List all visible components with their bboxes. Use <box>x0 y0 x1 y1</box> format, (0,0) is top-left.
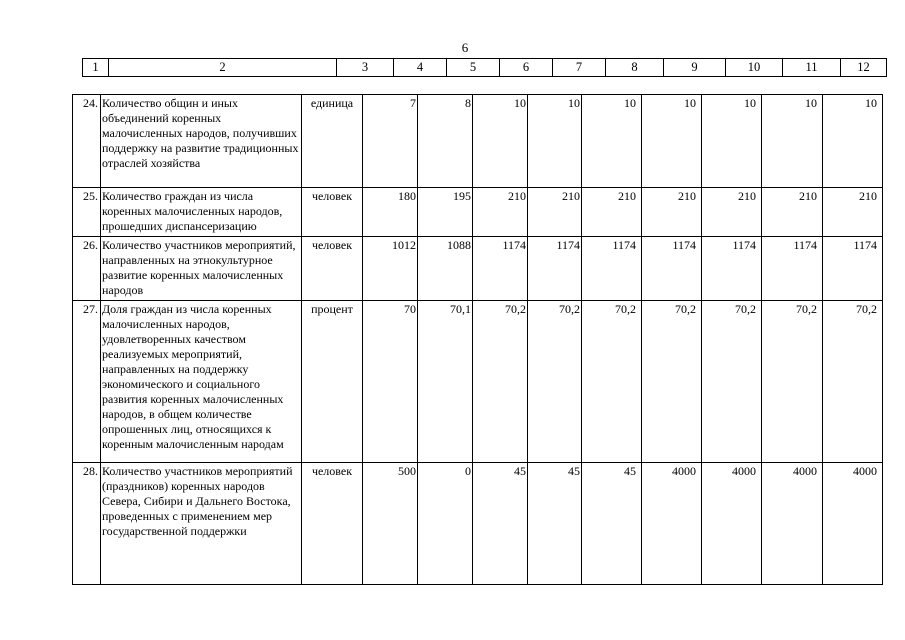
value-cell: 70,2 <box>642 301 702 463</box>
value-cell: 10 <box>528 95 582 188</box>
unit-cell: единица <box>302 95 363 188</box>
value-cell: 1174 <box>823 237 883 301</box>
header-cell: 5 <box>447 59 500 77</box>
value-cell: 8 <box>418 95 473 188</box>
table-row <box>73 188 883 237</box>
header-cell: 3 <box>337 59 394 77</box>
header-cell: 10 <box>726 59 783 77</box>
row-index: 26. <box>73 237 101 301</box>
value-cell: 10 <box>823 95 883 188</box>
value-cell: 1174 <box>702 237 762 301</box>
value-cell: 1174 <box>642 237 702 301</box>
value-cell: 210 <box>762 188 823 237</box>
header-cell: 1 <box>83 59 109 77</box>
value-cell: 45 <box>528 463 582 585</box>
header-cell: 12 <box>841 59 887 77</box>
row-index: 24. <box>73 95 101 188</box>
value-cell: 10 <box>582 95 642 188</box>
value-cell: 500 <box>363 463 418 585</box>
indicator-name: Количество общин и иных объединений коренных малочисленных народов, получивших поддержку на развитие традиционных отраслей хозяйства <box>101 95 302 188</box>
indicators-table <box>72 94 883 585</box>
page-number: 6 <box>461 40 469 55</box>
value-cell: 70,2 <box>473 301 528 463</box>
value-cell: 70 <box>363 301 418 463</box>
value-cell: 210 <box>473 188 528 237</box>
unit-cell: человек <box>302 463 363 585</box>
value-cell: 1174 <box>762 237 823 301</box>
header-cell: 11 <box>783 59 841 77</box>
value-cell: 180 <box>363 188 418 237</box>
value-cell: 70,2 <box>582 301 642 463</box>
value-cell: 4000 <box>702 463 762 585</box>
indicator-name: Количество граждан из числа коренных малочисленных народов, прошедших диспансеризацию <box>101 188 302 237</box>
column-number-header <box>82 58 887 77</box>
header-cell: 2 <box>109 59 337 77</box>
value-cell: 210 <box>582 188 642 237</box>
value-cell: 45 <box>473 463 528 585</box>
value-cell: 7 <box>363 95 418 188</box>
indicator-name: Количество участников мероприятий (праздников) коренных народов Севера, Сибири и Дальнего Востока, проведенных с применением мер государственной поддержки <box>101 463 302 585</box>
value-cell: 1012 <box>363 237 418 301</box>
value-cell: 1088 <box>418 237 473 301</box>
value-cell: 10 <box>642 95 702 188</box>
table-row <box>73 237 883 301</box>
value-cell: 4000 <box>762 463 823 585</box>
header-cell: 7 <box>553 59 606 77</box>
row-index: 27. <box>73 301 101 463</box>
value-cell: 1174 <box>528 237 582 301</box>
value-cell: 210 <box>823 188 883 237</box>
unit-cell: процент <box>302 301 363 463</box>
value-cell: 210 <box>642 188 702 237</box>
value-cell: 210 <box>702 188 762 237</box>
value-cell: 10 <box>762 95 823 188</box>
indicator-name: Количество участников мероприятий, направленных на этнокультурное развитие коренных малочисленных народов <box>101 237 302 301</box>
table-row <box>73 463 883 585</box>
header-cell: 6 <box>500 59 553 77</box>
value-cell: 1174 <box>582 237 642 301</box>
value-cell: 70,2 <box>823 301 883 463</box>
value-cell: 10 <box>702 95 762 188</box>
value-cell: 70,2 <box>702 301 762 463</box>
value-cell: 210 <box>528 188 582 237</box>
table-row <box>73 301 883 463</box>
value-cell: 4000 <box>642 463 702 585</box>
header-cell: 8 <box>606 59 664 77</box>
value-cell: 1174 <box>473 237 528 301</box>
row-index: 25. <box>73 188 101 237</box>
value-cell: 70,2 <box>528 301 582 463</box>
value-cell: 4000 <box>823 463 883 585</box>
unit-cell: человек <box>302 237 363 301</box>
table-row <box>73 95 883 188</box>
value-cell: 195 <box>418 188 473 237</box>
header-cell: 4 <box>394 59 447 77</box>
value-cell: 70,2 <box>762 301 823 463</box>
value-cell: 45 <box>582 463 642 585</box>
value-cell: 70,1 <box>418 301 473 463</box>
row-index: 28. <box>73 463 101 585</box>
value-cell: 0 <box>418 463 473 585</box>
value-cell: 10 <box>473 95 528 188</box>
header-row <box>83 59 887 77</box>
indicator-name: Доля граждан из числа коренных малочисленных народов, удовлетворенных качеством реализуемых мероприятий, направленных на поддержку экономического и социального развития коренных малочисленных народов, в общем количестве опрошенных лиц, относящихся к коренным малочисленным народам <box>101 301 302 463</box>
unit-cell: человек <box>302 188 363 237</box>
header-cell: 9 <box>664 59 726 77</box>
